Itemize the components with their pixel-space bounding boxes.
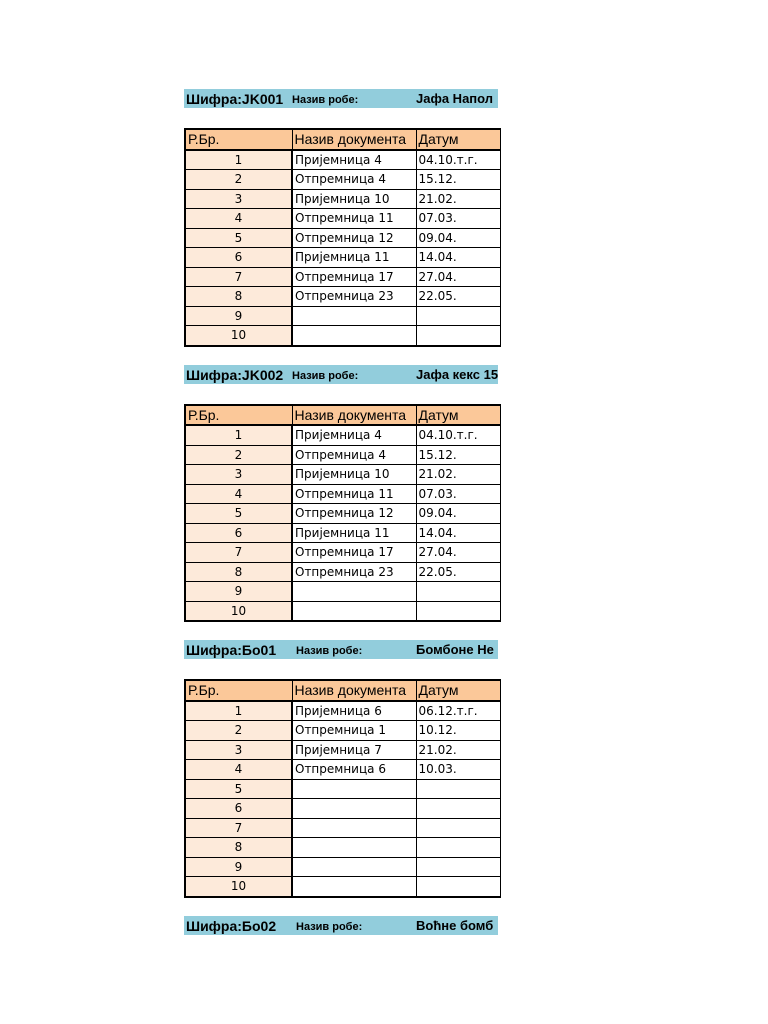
table-row [185, 779, 500, 799]
date-cell[interactable] [416, 877, 500, 897]
table-row [185, 326, 500, 346]
date-cell[interactable] [416, 326, 500, 346]
table-row [185, 562, 500, 582]
document-cell[interactable]: Отпремница 1 [292, 721, 416, 741]
item-name-label: Назив робе: [296, 645, 363, 657]
row-number[interactable]: 2 [185, 170, 292, 190]
date-cell[interactable]: 21.02. [416, 189, 500, 209]
table-row [185, 465, 500, 485]
row-number[interactable]: 8 [185, 287, 292, 307]
table-row [185, 287, 500, 307]
item-name-value: Воћне бомб [416, 917, 494, 933]
table-row [185, 267, 500, 287]
document-cell[interactable]: Отпремница 12 [292, 228, 416, 248]
item-name-label: Назив робе: [292, 94, 359, 106]
date-cell[interactable]: 07.03. [416, 209, 500, 229]
document-cell[interactable] [292, 582, 416, 602]
document-cell[interactable]: Пријемница 7 [292, 740, 416, 760]
date-cell[interactable]: 04.10.т.г. [416, 425, 500, 445]
date-cell[interactable]: 15.12. [416, 170, 500, 190]
document-cell[interactable]: Пријемница 4 [292, 150, 416, 170]
column-header-doc-name: Назив документа [292, 405, 416, 426]
row-number[interactable]: 10 [185, 326, 292, 346]
date-cell[interactable]: 14.04. [416, 523, 500, 543]
document-cell[interactable]: Пријемница 11 [292, 248, 416, 268]
document-cell[interactable] [292, 877, 416, 897]
row-number[interactable]: 9 [185, 306, 292, 326]
document-cell[interactable]: Пријемница 11 [292, 523, 416, 543]
table-row [185, 189, 500, 209]
document-cell[interactable]: Отпремница 11 [292, 209, 416, 229]
date-cell[interactable]: 14.04. [416, 248, 500, 268]
row-number[interactable]: 5 [185, 779, 292, 799]
document-cell[interactable] [292, 326, 416, 346]
section-header [184, 365, 498, 384]
table-row [185, 582, 500, 602]
item-code: Шифра:Бо02 [186, 917, 277, 934]
document-cell[interactable]: Отпремница 23 [292, 562, 416, 582]
document-cell[interactable]: Отпремница 6 [292, 760, 416, 780]
row-number[interactable]: 7 [185, 543, 292, 563]
row-number[interactable]: 7 [185, 267, 292, 287]
date-cell[interactable]: 27.04. [416, 267, 500, 287]
date-cell[interactable]: 22.05. [416, 287, 500, 307]
document-cell[interactable] [292, 838, 416, 858]
row-number[interactable]: 9 [185, 857, 292, 877]
row-number[interactable]: 2 [185, 721, 292, 741]
column-header-rbr: Р.Бр. [185, 680, 292, 701]
table-row [185, 170, 500, 190]
document-cell[interactable]: Отпремница 4 [292, 170, 416, 190]
date-cell[interactable]: 22.05. [416, 562, 500, 582]
documents-table [184, 679, 501, 898]
row-number[interactable]: 10 [185, 601, 292, 621]
document-cell[interactable] [292, 799, 416, 819]
date-cell[interactable]: 21.02. [416, 465, 500, 485]
document-cell[interactable]: Отпремница 17 [292, 543, 416, 563]
table-row [185, 445, 500, 465]
date-cell[interactable] [416, 818, 500, 838]
date-cell[interactable] [416, 306, 500, 326]
row-number[interactable]: 7 [185, 818, 292, 838]
date-cell[interactable] [416, 857, 500, 877]
section-header [184, 89, 498, 108]
item-code: Шифра:JK001 [186, 91, 284, 107]
table-row [185, 248, 500, 268]
column-header-date: Датум [416, 680, 500, 701]
document-cell[interactable] [292, 857, 416, 877]
table-row [185, 484, 500, 504]
item-name-label: Назив робе: [296, 920, 363, 933]
row-number[interactable]: 1 [185, 701, 292, 721]
table-row [185, 701, 500, 721]
date-cell[interactable] [416, 601, 500, 621]
row-number[interactable]: 3 [185, 465, 292, 485]
section-header [184, 916, 498, 935]
date-cell[interactable]: 09.04. [416, 228, 500, 248]
date-cell[interactable]: 21.02. [416, 740, 500, 760]
row-number[interactable]: 8 [185, 562, 292, 582]
section-header [184, 640, 498, 659]
document-cell[interactable] [292, 818, 416, 838]
row-number[interactable]: 2 [185, 445, 292, 465]
item-name-label: Назив робе: [292, 369, 359, 382]
document-cell[interactable]: Пријемница 10 [292, 189, 416, 209]
row-number[interactable]: 10 [185, 877, 292, 897]
column-header-date: Датум [416, 405, 500, 426]
column-header-rbr: Р.Бр. [185, 405, 292, 426]
row-number[interactable]: 4 [185, 209, 292, 229]
item-code: Шифра:JK002 [186, 366, 284, 383]
date-cell[interactable]: 15.12. [416, 445, 500, 465]
row-number[interactable]: 1 [185, 150, 292, 170]
document-cell[interactable]: Отпремница 4 [292, 445, 416, 465]
item-name-value: Бомбоне Не [416, 642, 494, 657]
column-header-doc-name: Назив документа [292, 680, 416, 701]
date-cell[interactable]: 09.04. [416, 504, 500, 524]
row-number[interactable]: 3 [185, 740, 292, 760]
table-row [185, 209, 500, 229]
row-number[interactable]: 5 [185, 228, 292, 248]
item-name-value: Јафа Напол [416, 91, 494, 106]
column-header-rbr: Р.Бр. [185, 129, 292, 150]
row-number[interactable]: 6 [185, 248, 292, 268]
row-number[interactable]: 4 [185, 484, 292, 504]
row-number[interactable]: 5 [185, 504, 292, 524]
table-row [185, 760, 500, 780]
document-cell[interactable]: Пријемница 6 [292, 701, 416, 721]
date-cell[interactable] [416, 838, 500, 858]
spreadsheet [184, 89, 498, 935]
document-cell[interactable]: Пријемница 10 [292, 465, 416, 485]
column-header-date: Датум [416, 129, 500, 150]
date-cell[interactable] [416, 582, 500, 602]
row-number[interactable]: 3 [185, 189, 292, 209]
date-cell[interactable]: 27.04. [416, 543, 500, 563]
item-code: Шифра:Бо01 [186, 642, 277, 658]
document-cell[interactable]: Отпремница 17 [292, 267, 416, 287]
document-cell[interactable]: Отпремница 12 [292, 504, 416, 524]
document-cell[interactable] [292, 601, 416, 621]
document-cell[interactable] [292, 779, 416, 799]
date-cell[interactable]: 06.12.т.г. [416, 701, 500, 721]
table-row [185, 543, 500, 563]
date-cell[interactable]: 10.12. [416, 721, 500, 741]
table-row [185, 740, 500, 760]
item-name-value: Јафа кекс 15 [416, 366, 498, 382]
table-row [185, 721, 500, 741]
document-cell[interactable]: Отпремница 23 [292, 287, 416, 307]
date-cell[interactable]: 07.03. [416, 484, 500, 504]
column-header-doc-name: Назив документа [292, 129, 416, 150]
table-row [185, 601, 500, 621]
table-row [185, 425, 500, 445]
document-cell[interactable] [292, 306, 416, 326]
table-row [185, 857, 500, 877]
date-cell[interactable] [416, 779, 500, 799]
table-row [185, 838, 500, 858]
document-cell[interactable]: Отпремница 11 [292, 484, 416, 504]
documents-table [184, 404, 501, 623]
row-number[interactable]: 1 [185, 425, 292, 445]
row-number[interactable]: 6 [185, 799, 292, 819]
row-number[interactable]: 6 [185, 523, 292, 543]
table-row [185, 523, 500, 543]
row-number[interactable]: 9 [185, 582, 292, 602]
table-row [185, 877, 500, 897]
table-row [185, 228, 500, 248]
table-row [185, 504, 500, 524]
date-cell[interactable]: 04.10.т.г. [416, 150, 500, 170]
table-row [185, 150, 500, 170]
documents-table [184, 128, 501, 347]
date-cell[interactable]: 10.03. [416, 760, 500, 780]
table-row [185, 306, 500, 326]
document-cell[interactable]: Пријемница 4 [292, 425, 416, 445]
date-cell[interactable] [416, 799, 500, 819]
table-row [185, 799, 500, 819]
row-number[interactable]: 4 [185, 760, 292, 780]
table-row [185, 818, 500, 838]
row-number[interactable]: 8 [185, 838, 292, 858]
